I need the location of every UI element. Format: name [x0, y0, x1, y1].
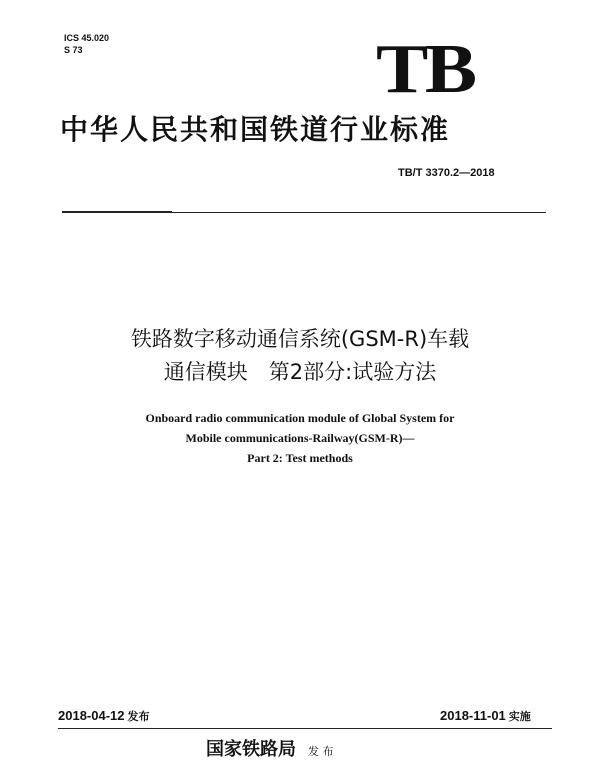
issue-date-value: 2018-04-12 [58, 708, 125, 723]
document-title-en-line3: Part 2: Test methods [247, 451, 353, 465]
publisher-label: 发 布 [308, 745, 334, 758]
document-title-cn-line1: 铁路数字移动通信系统(GSM-R)车载 [130, 327, 470, 351]
standard-code: TB/T 3370.2—2018 [398, 167, 495, 179]
header-divider-accent [62, 211, 172, 213]
issue-date [58, 708, 150, 724]
publisher [206, 738, 334, 764]
document-title-en-line2: Mobile communications-Railway(GSM-R)— [185, 431, 415, 445]
standard-title: 中华人民共和国铁道行业标准 [60, 113, 451, 146]
classification-codes [64, 32, 109, 56]
tb-logo: TB [376, 31, 474, 108]
ccs-code: S 73 [64, 45, 83, 55]
document-title-en-line1: Onboard radio communication module of Global System for [145, 411, 455, 425]
publisher-name: 国家铁路局 [206, 739, 296, 760]
footer-divider [58, 728, 552, 729]
ics-code: ICS 45.020 [64, 33, 110, 43]
effective-date [440, 708, 531, 724]
document-title-cn-line2: 通信模块 第2部分:试验方法 [163, 360, 437, 384]
effective-date-value: 2018-11-01 [440, 708, 506, 723]
issue-date-label: 发布 [127, 710, 150, 723]
effective-date-label: 实施 [508, 710, 531, 723]
